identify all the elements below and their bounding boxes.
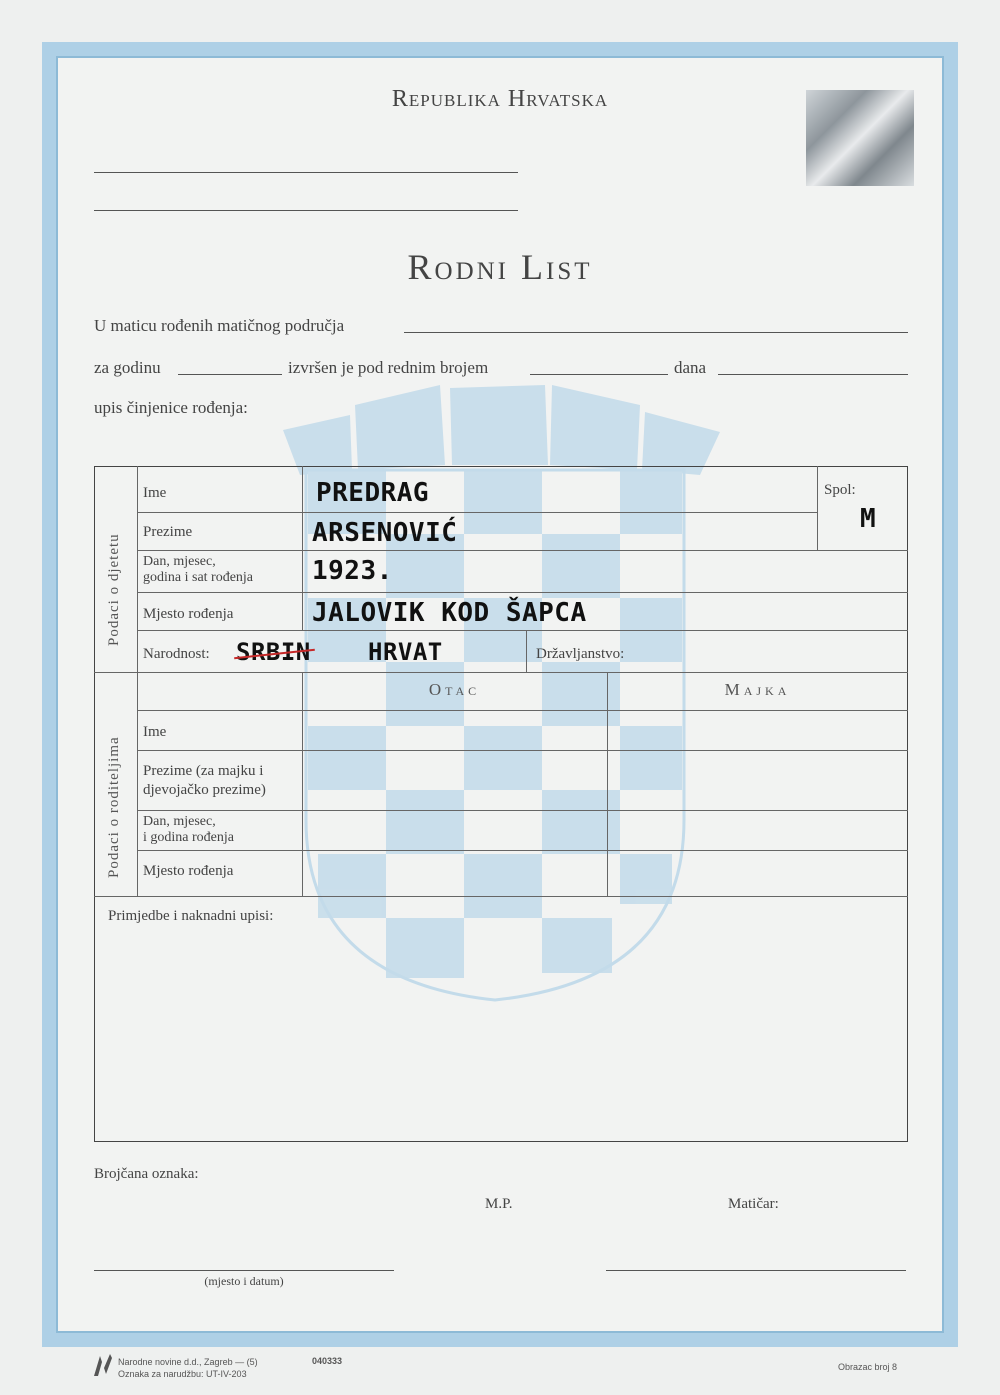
- child-side-label: Podaci o djetetu: [106, 533, 122, 646]
- registrar-label: Matičar:: [728, 1196, 779, 1212]
- citizenship-divider: [526, 630, 527, 672]
- publisher-logo-icon: [92, 1352, 114, 1378]
- day-line: [718, 374, 908, 375]
- parents-row-4: [137, 850, 908, 851]
- place-date-label: (mjesto i datum): [204, 1274, 284, 1288]
- parents-side-label: Podaci o roditeljima: [106, 736, 122, 878]
- child-surname-label: Prezime: [143, 524, 193, 540]
- year-label: za godinu: [94, 358, 161, 377]
- year-line: [178, 374, 282, 375]
- number-label: izvršen je pod rednim brojem: [288, 358, 489, 377]
- sex-divider: [817, 466, 818, 550]
- parents-label-divider: [302, 672, 303, 896]
- numeric-code-label: Brojčana oznaka:: [94, 1166, 199, 1182]
- country-name: Republika Hrvatska: [391, 86, 609, 112]
- row-line-2: [137, 550, 908, 551]
- parent-pob-label: Mjesto rođenja: [143, 863, 234, 879]
- registrar-signature-line: [606, 1270, 906, 1271]
- struck-text: SRBIN: [236, 638, 311, 666]
- sex-label: Spol:: [824, 482, 856, 498]
- citizenship-label: Državljanstvo:: [536, 646, 625, 662]
- child-surname-value: ARSENOVIĆ: [312, 518, 458, 548]
- remarks-label: Primjedbe i naknadni upisi:: [108, 908, 274, 924]
- mother-header: Majka: [724, 680, 791, 699]
- parents-row-1: [137, 710, 908, 711]
- child-dob-label-line2: godina i sat rođenja: [143, 570, 254, 585]
- parent-surname-label-line1: Prezime (za majku i: [143, 763, 264, 779]
- publisher-line-1: Narodne novine d.d., Zagreb — (5): [118, 1357, 258, 1367]
- parents-row-3: [137, 810, 908, 811]
- child-pob-label: Mjesto rođenja: [143, 606, 234, 622]
- parent-name-label: Ime: [143, 724, 167, 740]
- registry-area-line: [404, 332, 908, 333]
- child-name-label: Ime: [143, 485, 167, 501]
- child-name-value: PREDRAG: [316, 478, 430, 508]
- child-dob-label-line1: Dan, mjesec,: [143, 554, 216, 569]
- number-line: [530, 374, 668, 375]
- mp-label: M.P.: [485, 1196, 513, 1212]
- parent-dob-label: [143, 814, 234, 846]
- header-line-1: [94, 172, 518, 173]
- nationality-struck-value: [236, 638, 311, 666]
- row-line-3: [137, 592, 908, 593]
- row-line-1: [137, 512, 817, 513]
- header-line-2: [94, 210, 518, 211]
- child-label-divider: [302, 466, 303, 630]
- nationality-label: Narodnost:: [143, 646, 210, 662]
- father-header: Otac: [428, 680, 481, 699]
- nationality-value: HRVAT: [368, 638, 443, 666]
- place-date-line: [94, 1270, 394, 1271]
- father-mother-divider: [607, 672, 608, 896]
- sex-value: M: [860, 504, 877, 534]
- child-dob-value: 1923.: [312, 556, 393, 586]
- child-pob-value: JALOVIK KOD ŠAPCA: [312, 598, 587, 628]
- row-line-4: [137, 630, 908, 631]
- child-dob-label: [143, 554, 253, 586]
- parent-surname-label: [143, 762, 266, 800]
- form-number: Obrazac broj 8: [838, 1362, 898, 1372]
- publisher-info: [118, 1356, 258, 1380]
- publisher-code: 040333: [312, 1356, 343, 1366]
- remarks-divider: [94, 896, 908, 897]
- document-title: Rodni List: [407, 247, 593, 287]
- intro-line-3: upis činjenice rođenja:: [94, 398, 248, 417]
- day-label: dana: [674, 358, 707, 377]
- publisher-line-2: Oznaka za narudžbu: UT-IV-203: [118, 1369, 247, 1379]
- intro-line-1: U maticu rođenih matičnog područja: [94, 316, 345, 335]
- parent-dob-label-line2: i godina rođenja: [143, 830, 234, 845]
- section-divider: [94, 672, 908, 673]
- parent-dob-label-line1: Dan, mjesec,: [143, 814, 216, 829]
- child-side-divider: [137, 466, 138, 896]
- parent-surname-label-line2: djevojačko prezime): [143, 782, 266, 798]
- parents-row-2: [137, 750, 908, 751]
